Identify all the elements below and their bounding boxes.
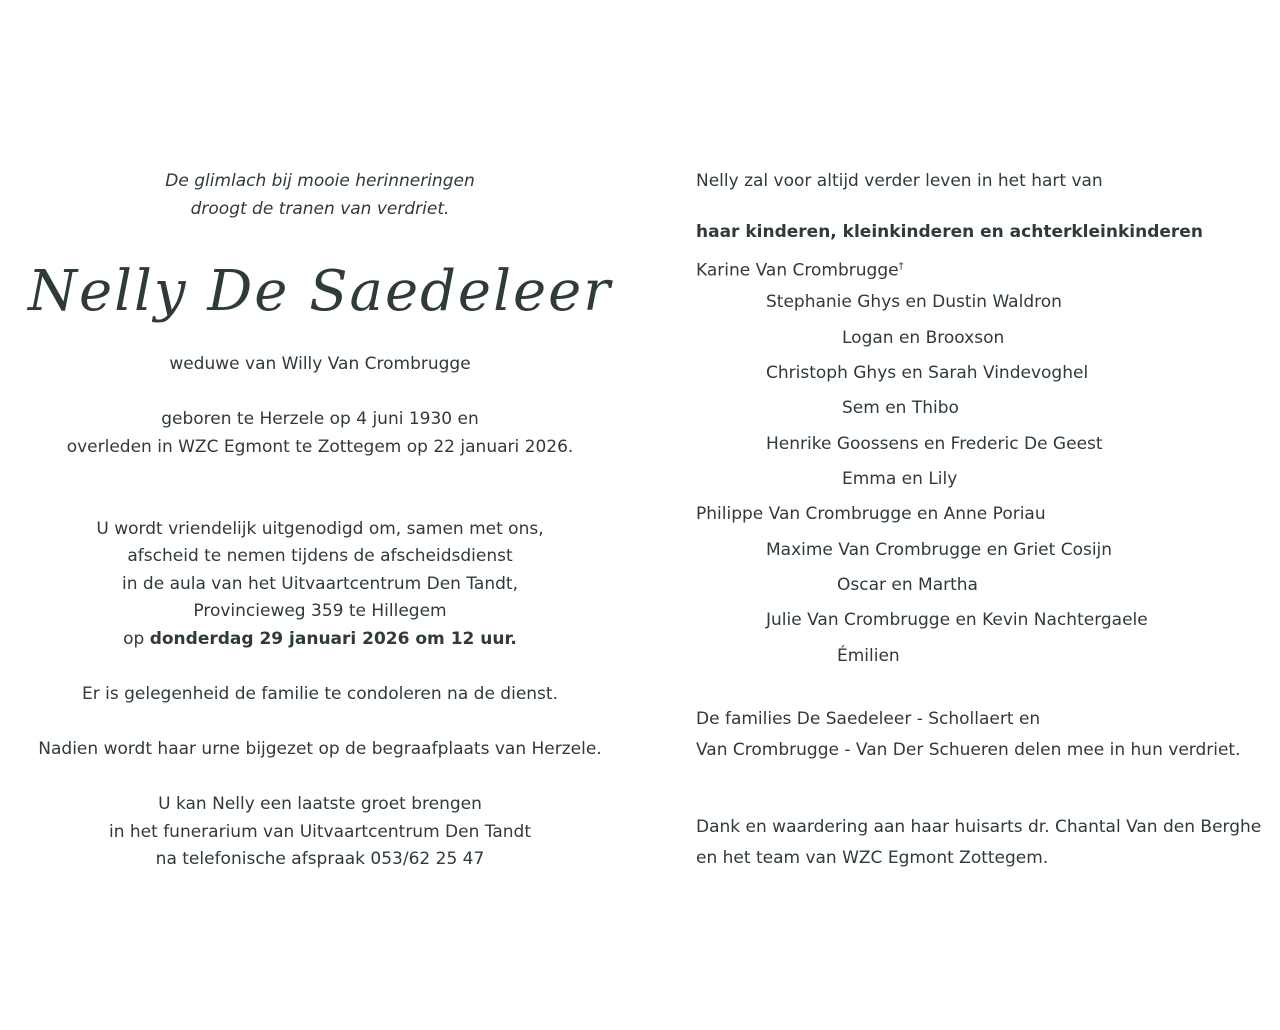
families-line-1: De families De Saedeleer - Schollaert en xyxy=(696,709,1041,729)
visit-line-2: in het funerarium van Uitvaartcentrum Den Tandt xyxy=(108,822,531,842)
death-line: overleden in WZC Egmont te Zottegem op 22 januari 2026. xyxy=(66,437,574,457)
widow-of: weduwe van Willy Van Crombrugge xyxy=(169,354,471,374)
deceased-name-script xyxy=(20,252,620,336)
family-member-maxime: Maxime Van Crombrugge en Griet Cosijn xyxy=(766,540,1113,560)
families-line-2: Van Crombrugge - Van Der Schueren delen mee in hun verdriet. xyxy=(696,740,1241,760)
family-member-stephanie: Stephanie Ghys en Dustin Waldron xyxy=(766,292,1062,312)
service-date: donderdag 29 januari 2026 om 12 uur. xyxy=(149,629,517,649)
visit-line-3: na telefonische afspraak 053/62 25 47 xyxy=(155,849,485,869)
burial-line: Nadien wordt haar urne bijgezet op de begraafplaats van Herzele. xyxy=(38,739,602,759)
invite-line-3: in de aula van het Uitvaartcentrum Den Tandt, xyxy=(122,574,518,594)
family-member-oscar: Oscar en Martha xyxy=(837,575,978,595)
deceased-name-text: Nelly De Saedeleer xyxy=(27,259,613,324)
family-member-sem: Sem en Thibo xyxy=(842,398,959,418)
deceased-name xyxy=(20,252,620,336)
family-member-emma: Emma en Lily xyxy=(842,469,958,489)
family-member-henrike: Henrike Goossens en Frederic De Geest xyxy=(766,434,1103,454)
invite-line-1: U wordt vriendelijk uitgenodigd om, samen met ons, xyxy=(96,519,544,539)
thanks-line-2: en het team van WZC Egmont Zottegem. xyxy=(696,848,1049,868)
right-page xyxy=(696,0,1266,1030)
service-date-line xyxy=(20,628,620,650)
family-member-julie: Julie Van Crombrugge en Kevin Nachtergaele xyxy=(766,610,1148,630)
intro-line: Nelly zal voor altijd verder leven in het hart van xyxy=(696,171,1103,191)
quote-line-1: De glimlach bij mooie herinneringen xyxy=(165,171,475,191)
family-heading: haar kinderen, kleinkinderen en achterkleinkinderen xyxy=(696,222,1203,242)
family-member-emilien: Émilien xyxy=(837,646,900,666)
left-page xyxy=(20,0,620,1030)
family-member-name: Karine Van Crombrugge xyxy=(696,260,899,281)
service-date-prefix: op xyxy=(123,629,150,649)
family-member-logan: Logan en Brooxson xyxy=(842,328,1005,348)
birth-line: geboren te Herzele op 4 juni 1930 en xyxy=(161,409,479,429)
family-member-philippe: Philippe Van Crombrugge en Anne Poriau xyxy=(696,504,1046,524)
family-member-christoph: Christoph Ghys en Sarah Vindevoghel xyxy=(766,363,1089,383)
quote-line-2: droogt de tranen van verdriet. xyxy=(190,199,450,219)
deceased-mark: † xyxy=(898,261,904,272)
invite-line-2: afscheid te nemen tijdens de afscheidsdienst xyxy=(127,546,513,566)
condolence-line: Er is gelegenheid de familie te condoleren na de dienst. xyxy=(82,684,558,704)
visit-line-1: U kan Nelly een laatste groet brengen xyxy=(158,794,482,814)
thanks-line-1: Dank en waardering aan haar huisarts dr. Chantal Van den Berghe xyxy=(696,817,1262,837)
family-member-karine xyxy=(696,256,904,282)
invite-line-4: Provincieweg 359 te Hillegem xyxy=(193,601,447,621)
